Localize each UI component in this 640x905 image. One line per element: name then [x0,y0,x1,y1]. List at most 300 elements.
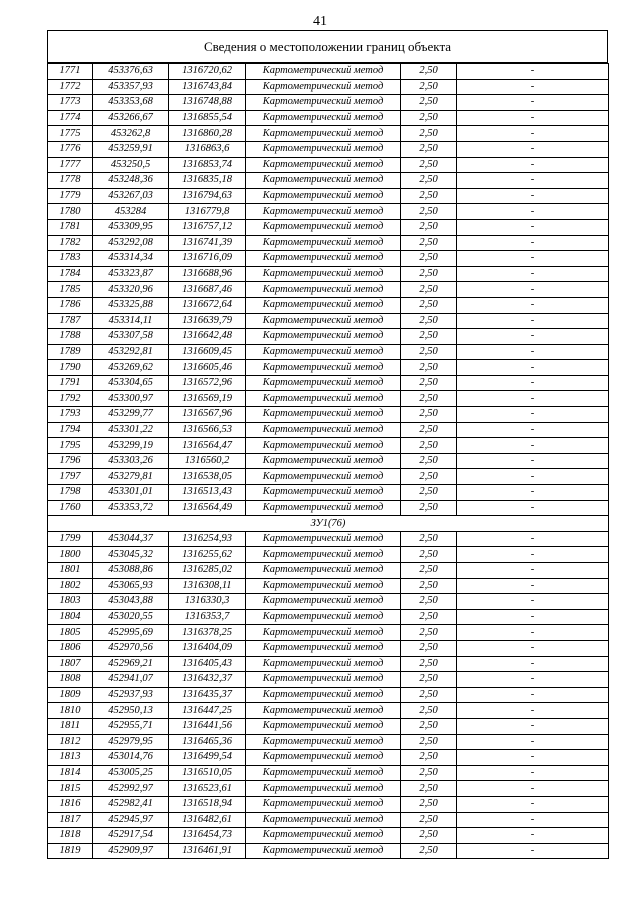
method-cell: Картометрический метод [246,282,401,298]
y-coordinate-cell: 1316860,28 [169,126,246,142]
method-cell: Картометрический метод [246,453,401,469]
y-coordinate-cell: 1316405,43 [169,656,246,672]
x-coordinate-cell: 452937,93 [93,687,169,703]
point-number-cell: 1807 [48,656,93,672]
boundary-sheet [47,30,608,859]
description-cell: - [457,796,609,812]
point-number-cell: 1775 [48,126,93,142]
accuracy-cell: 2,50 [401,703,457,719]
table-row [48,828,609,844]
point-number-cell: 1808 [48,672,93,688]
description-cell: - [457,703,609,719]
y-coordinate-cell: 1316499,54 [169,750,246,766]
x-coordinate-cell: 453014,76 [93,750,169,766]
table-row [48,750,609,766]
table-row [48,110,609,126]
y-coordinate-cell: 1316687,46 [169,282,246,298]
accuracy-cell: 2,50 [401,64,457,80]
accuracy-cell: 2,50 [401,329,457,345]
y-coordinate-cell: 1316482,61 [169,812,246,828]
y-coordinate-cell: 1316538,05 [169,469,246,485]
y-coordinate-cell: 1316716,09 [169,251,246,267]
description-cell: - [457,141,609,157]
table-row [48,453,609,469]
x-coordinate-cell: 452909,97 [93,843,169,859]
y-coordinate-cell: 1316569,19 [169,391,246,407]
description-cell: - [457,110,609,126]
accuracy-cell: 2,50 [401,110,457,126]
description-cell: - [457,375,609,391]
x-coordinate-cell: 453303,26 [93,453,169,469]
accuracy-cell: 2,50 [401,79,457,95]
x-coordinate-cell: 452917,54 [93,828,169,844]
accuracy-cell: 2,50 [401,375,457,391]
description-cell: - [457,625,609,641]
table-row [48,703,609,719]
method-cell: Картометрический метод [246,687,401,703]
y-coordinate-cell: 1316757,12 [169,219,246,235]
point-number-cell: 1805 [48,625,93,641]
point-number-cell: 1778 [48,173,93,189]
method-cell: Картометрический метод [246,126,401,142]
y-coordinate-cell: 1316330,3 [169,594,246,610]
description-cell: - [457,188,609,204]
point-number-cell: 1792 [48,391,93,407]
x-coordinate-cell: 453248,36 [93,173,169,189]
description-cell: - [457,469,609,485]
method-cell: Картометрический метод [246,563,401,579]
table-row [48,781,609,797]
point-number-cell: 1773 [48,95,93,111]
point-number-cell: 1812 [48,734,93,750]
point-number-cell: 1813 [48,750,93,766]
method-cell: Картометрический метод [246,796,401,812]
y-coordinate-cell: 1316720,62 [169,64,246,80]
y-coordinate-cell: 1316523,61 [169,781,246,797]
method-cell: Картометрический метод [246,781,401,797]
table-row [48,235,609,251]
table-row [48,344,609,360]
description-cell: - [457,812,609,828]
method-cell: Картометрический метод [246,531,401,547]
method-cell: Картометрический метод [246,609,401,625]
description-cell: - [457,547,609,563]
x-coordinate-cell: 453376,63 [93,64,169,80]
method-cell: Картометрический метод [246,95,401,111]
y-coordinate-cell: 1316564,49 [169,500,246,516]
table-row [48,313,609,329]
accuracy-cell: 2,50 [401,422,457,438]
table-row [48,656,609,672]
point-number-cell: 1774 [48,110,93,126]
point-number-cell: 1806 [48,640,93,656]
point-number-cell: 1809 [48,687,93,703]
y-coordinate-cell: 1316642,48 [169,329,246,345]
point-number-cell: 1788 [48,329,93,345]
description-cell: - [457,422,609,438]
method-cell: Картометрический метод [246,438,401,454]
accuracy-cell: 2,50 [401,656,457,672]
x-coordinate-cell: 453304,65 [93,375,169,391]
description-cell: - [457,609,609,625]
table-row [48,204,609,220]
table-row [48,734,609,750]
accuracy-cell: 2,50 [401,687,457,703]
description-cell: - [457,79,609,95]
method-cell: Картометрический метод [246,79,401,95]
accuracy-cell: 2,50 [401,344,457,360]
table-row [48,375,609,391]
point-number-cell: 1789 [48,344,93,360]
table-row [48,796,609,812]
description-cell: - [457,563,609,579]
description-cell: - [457,828,609,844]
y-coordinate-cell: 1316285,02 [169,563,246,579]
point-number-cell: 1786 [48,297,93,313]
page-number: 41 [313,14,327,29]
table-row [48,407,609,423]
y-coordinate-cell: 1316441,56 [169,718,246,734]
point-number-cell: 1819 [48,843,93,859]
method-cell: Картометрический метод [246,625,401,641]
point-number-cell: 1776 [48,141,93,157]
method-cell: Картометрический метод [246,578,401,594]
method-cell: Картометрический метод [246,500,401,516]
x-coordinate-cell: 452955,71 [93,718,169,734]
x-coordinate-cell: 453307,58 [93,329,169,345]
accuracy-cell: 2,50 [401,157,457,173]
accuracy-cell: 2,50 [401,812,457,828]
point-number-cell: 1818 [48,828,93,844]
x-coordinate-cell: 453269,62 [93,360,169,376]
x-coordinate-cell: 453250,5 [93,157,169,173]
x-coordinate-cell: 453259,91 [93,141,169,157]
point-number-cell: 1804 [48,609,93,625]
method-cell: Картометрический метод [246,407,401,423]
accuracy-cell: 2,50 [401,765,457,781]
y-coordinate-cell: 1316779,8 [169,204,246,220]
table-row [48,438,609,454]
description-cell: - [457,95,609,111]
table-row [48,640,609,656]
accuracy-cell: 2,50 [401,640,457,656]
method-cell: Картометрический метод [246,703,401,719]
table-row [48,95,609,111]
y-coordinate-cell: 1316566,53 [169,422,246,438]
y-coordinate-cell: 1316688,96 [169,266,246,282]
accuracy-cell: 2,50 [401,750,457,766]
y-coordinate-cell: 1316741,39 [169,235,246,251]
x-coordinate-cell: 453353,72 [93,500,169,516]
description-cell: - [457,781,609,797]
method-cell: Картометрический метод [246,329,401,345]
accuracy-cell: 2,50 [401,251,457,267]
point-number-cell: 1771 [48,64,93,80]
y-coordinate-cell: 1316794,63 [169,188,246,204]
accuracy-cell: 2,50 [401,781,457,797]
point-number-cell: 1815 [48,781,93,797]
y-coordinate-cell: 1316639,79 [169,313,246,329]
method-cell: Картометрический метод [246,812,401,828]
method-cell: Картометрический метод [246,469,401,485]
accuracy-cell: 2,50 [401,360,457,376]
method-cell: Картометрический метод [246,547,401,563]
description-cell: - [457,344,609,360]
accuracy-cell: 2,50 [401,391,457,407]
y-coordinate-cell: 1316254,93 [169,531,246,547]
table-row [48,141,609,157]
method-cell: Картометрический метод [246,843,401,859]
x-coordinate-cell: 453044,37 [93,531,169,547]
table-row [48,594,609,610]
coordinates-table-body [48,64,609,859]
y-coordinate-cell: 1316518,94 [169,796,246,812]
method-cell: Картометрический метод [246,375,401,391]
point-number-cell: 1795 [48,438,93,454]
accuracy-cell: 2,50 [401,313,457,329]
y-coordinate-cell: 1316672,64 [169,297,246,313]
point-number-cell: 1793 [48,407,93,423]
y-coordinate-cell: 1316572,96 [169,375,246,391]
method-cell: Картометрический метод [246,828,401,844]
x-coordinate-cell: 453357,93 [93,79,169,95]
description-cell: - [457,594,609,610]
description-cell: - [457,329,609,345]
description-cell: - [457,297,609,313]
method-cell: Картометрический метод [246,297,401,313]
coordinates-table [47,63,609,859]
method-cell: Картометрический метод [246,765,401,781]
point-number-cell: 1797 [48,469,93,485]
point-number-cell: 1817 [48,812,93,828]
table-row [48,672,609,688]
description-cell: - [457,640,609,656]
description-cell: - [457,173,609,189]
y-coordinate-cell: 1316353,7 [169,609,246,625]
table-row [48,282,609,298]
accuracy-cell: 2,50 [401,282,457,298]
description-cell: - [457,235,609,251]
x-coordinate-cell: 453292,08 [93,235,169,251]
method-cell: Картометрический метод [246,422,401,438]
table-row [48,578,609,594]
x-coordinate-cell: 453301,22 [93,422,169,438]
x-coordinate-cell: 453020,55 [93,609,169,625]
accuracy-cell: 2,50 [401,173,457,189]
x-coordinate-cell: 453284 [93,204,169,220]
table-row [48,500,609,516]
point-number-cell: 1810 [48,703,93,719]
point-number-cell: 1780 [48,204,93,220]
method-cell: Картометрический метод [246,173,401,189]
description-cell: - [457,687,609,703]
y-coordinate-cell: 1316510,05 [169,765,246,781]
point-number-cell: 1796 [48,453,93,469]
accuracy-cell: 2,50 [401,500,457,516]
y-coordinate-cell: 1316855,54 [169,110,246,126]
x-coordinate-cell: 453065,93 [93,578,169,594]
point-number-cell: 1772 [48,79,93,95]
accuracy-cell: 2,50 [401,531,457,547]
point-number-cell: 1800 [48,547,93,563]
method-cell: Картометрический метод [246,656,401,672]
description-cell: - [457,204,609,220]
accuracy-cell: 2,50 [401,796,457,812]
description-cell: - [457,391,609,407]
table-row [48,609,609,625]
method-cell: Картометрический метод [246,360,401,376]
point-number-cell: 1777 [48,157,93,173]
accuracy-cell: 2,50 [401,438,457,454]
table-row [48,251,609,267]
accuracy-cell: 2,50 [401,734,457,750]
point-number-cell: 1783 [48,251,93,267]
description-cell: - [457,64,609,80]
accuracy-cell: 2,50 [401,297,457,313]
table-row [48,547,609,563]
table-row [48,173,609,189]
description-cell: - [457,578,609,594]
x-coordinate-cell: 453045,32 [93,547,169,563]
table-row [48,422,609,438]
table-row [48,469,609,485]
method-cell: Картометрический метод [246,64,401,80]
accuracy-cell: 2,50 [401,843,457,859]
x-coordinate-cell: 453353,68 [93,95,169,111]
accuracy-cell: 2,50 [401,485,457,501]
x-coordinate-cell: 452969,21 [93,656,169,672]
method-cell: Картометрический метод [246,141,401,157]
y-coordinate-cell: 1316863,6 [169,141,246,157]
table-row [48,297,609,313]
x-coordinate-cell: 453299,19 [93,438,169,454]
method-cell: Картометрический метод [246,344,401,360]
description-cell: - [457,765,609,781]
accuracy-cell: 2,50 [401,95,457,111]
accuracy-cell: 2,50 [401,609,457,625]
method-cell: Картометрический метод [246,110,401,126]
point-number-cell: 1760 [48,500,93,516]
method-cell: Картометрический метод [246,640,401,656]
point-number-cell: 1799 [48,531,93,547]
method-cell: Картометрический метод [246,266,401,282]
accuracy-cell: 2,50 [401,235,457,251]
table-row [48,329,609,345]
x-coordinate-cell: 452992,97 [93,781,169,797]
x-coordinate-cell: 453292,81 [93,344,169,360]
accuracy-cell: 2,50 [401,828,457,844]
y-coordinate-cell: 1316435,37 [169,687,246,703]
accuracy-cell: 2,50 [401,547,457,563]
description-cell: - [457,157,609,173]
point-number-cell: 1791 [48,375,93,391]
accuracy-cell: 2,50 [401,672,457,688]
y-coordinate-cell: 1316404,09 [169,640,246,656]
description-cell: - [457,672,609,688]
description-cell: - [457,282,609,298]
section-label: ЗУ1(76) [48,516,609,532]
y-coordinate-cell: 1316461,91 [169,843,246,859]
description-cell: - [457,266,609,282]
accuracy-cell: 2,50 [401,407,457,423]
y-coordinate-cell: 1316432,37 [169,672,246,688]
method-cell: Картометрический метод [246,235,401,251]
y-coordinate-cell: 1316605,46 [169,360,246,376]
description-cell: - [457,734,609,750]
point-number-cell: 1779 [48,188,93,204]
table-row [48,126,609,142]
y-coordinate-cell: 1316567,96 [169,407,246,423]
accuracy-cell: 2,50 [401,204,457,220]
point-number-cell: 1798 [48,485,93,501]
accuracy-cell: 2,50 [401,578,457,594]
x-coordinate-cell: 453005,25 [93,765,169,781]
x-coordinate-cell: 453309,95 [93,219,169,235]
description-cell: - [457,843,609,859]
table-row [48,687,609,703]
x-coordinate-cell: 453301,01 [93,485,169,501]
method-cell: Картометрический метод [246,718,401,734]
table-row [48,157,609,173]
table-row [48,64,609,80]
point-number-cell: 1787 [48,313,93,329]
x-coordinate-cell: 452945,97 [93,812,169,828]
description-cell: - [457,656,609,672]
y-coordinate-cell: 1316454,73 [169,828,246,844]
accuracy-cell: 2,50 [401,219,457,235]
description-cell: - [457,407,609,423]
y-coordinate-cell: 1316447,25 [169,703,246,719]
y-coordinate-cell: 1316609,45 [169,344,246,360]
x-coordinate-cell: 453279,81 [93,469,169,485]
table-row [48,219,609,235]
description-cell: - [457,360,609,376]
y-coordinate-cell: 1316743,84 [169,79,246,95]
x-coordinate-cell: 453320,96 [93,282,169,298]
table-row [48,360,609,376]
point-number-cell: 1811 [48,718,93,734]
accuracy-cell: 2,50 [401,266,457,282]
x-coordinate-cell: 453314,11 [93,313,169,329]
table-heading: Сведения о местоположении границ объекта [47,30,608,63]
table-row [48,266,609,282]
point-number-cell: 1782 [48,235,93,251]
description-cell: - [457,531,609,547]
point-number-cell: 1794 [48,422,93,438]
accuracy-cell: 2,50 [401,126,457,142]
table-row [48,391,609,407]
method-cell: Картометрический метод [246,672,401,688]
method-cell: Картометрический метод [246,594,401,610]
method-cell: Картометрический метод [246,204,401,220]
point-number-cell: 1802 [48,578,93,594]
x-coordinate-cell: 453043,88 [93,594,169,610]
description-cell: - [457,251,609,267]
description-cell: - [457,485,609,501]
y-coordinate-cell: 1316378,25 [169,625,246,641]
accuracy-cell: 2,50 [401,453,457,469]
accuracy-cell: 2,50 [401,625,457,641]
x-coordinate-cell: 453266,67 [93,110,169,126]
table-row [48,718,609,734]
description-cell: - [457,126,609,142]
method-cell: Картометрический метод [246,485,401,501]
point-number-cell: 1790 [48,360,93,376]
x-coordinate-cell: 453088,86 [93,563,169,579]
method-cell: Картометрический метод [246,391,401,407]
y-coordinate-cell: 1316560,2 [169,453,246,469]
y-coordinate-cell: 1316564,47 [169,438,246,454]
